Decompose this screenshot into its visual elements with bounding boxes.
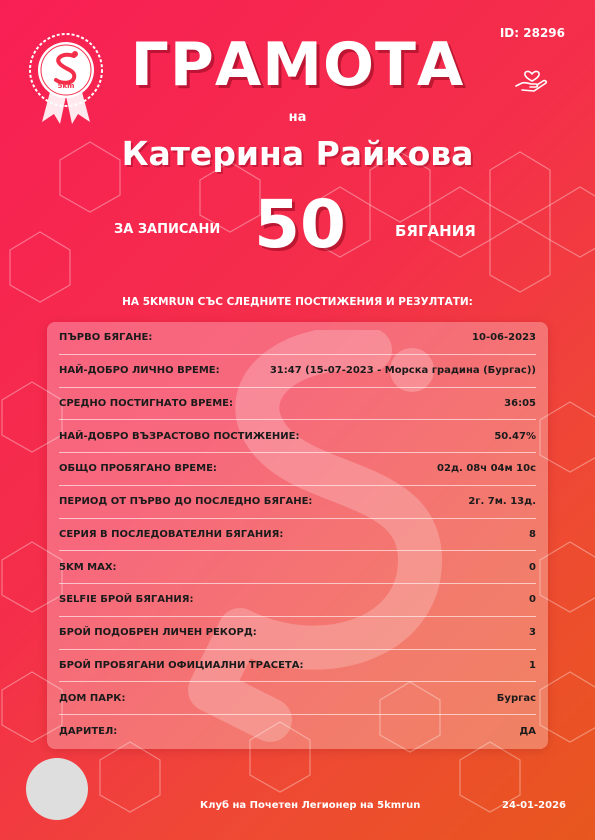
result-value: 8 [529,528,536,540]
footer-club-text: Клуб на Почетен Легионер на 5kmrun [200,800,421,811]
result-label: СРЕДНО ПОСТИГНАТО ВРЕМЕ: [59,397,234,409]
result-label: SELFIE БРОЙ БЯГАНИЯ: [59,594,194,606]
result-label: НАЙ-ДОБРО ВЪЗРАСТОВО ПОСТИЖЕНИЕ: [59,430,300,442]
result-row-pb-count [59,617,536,650]
result-row-first-run [59,322,536,355]
result-label: ОБЩО ПРОБЯГАНО ВРЕМЕ: [59,463,217,475]
result-label: БРОЙ ПОДОБРЕН ЛИЧЕН РЕКОРД: [59,627,257,639]
certificate-id: ID: 28296 [499,26,565,40]
result-label: ДОМ ПАРК: [59,692,126,704]
result-value: Бургас [496,692,536,704]
result-row-age-grade [59,420,536,453]
runs-label: БЯГАНИЯ [395,222,476,240]
certificate-title: ГРАМОТА [130,30,465,100]
result-row-selfie-runs [59,584,536,617]
result-row-official-courses [59,650,536,683]
result-row-best-time [59,355,536,388]
result-value: 10-06-2023 [472,332,536,344]
result-value: 0 [529,594,536,606]
result-row-donor [59,715,536,748]
avatar [26,758,88,820]
result-value: 3 [529,627,536,639]
result-row-home-park [59,682,536,715]
result-value: 02д. 08ч 04м 10с [437,463,536,475]
result-row-streak [59,519,536,552]
result-value: 1 [529,659,536,671]
result-value: 50.47% [494,430,536,442]
result-label: ПЕРИОД ОТ ПЪРВО ДО ПОСЛЕДНО БЯГАНЕ: [59,496,313,508]
result-value: 36:05 [504,397,536,409]
results-intro: НА 5KMRUN СЪС СЛЕДНИТЕ ПОСТИЖЕНИЯ И РЕЗУЛТАТИ: [122,296,473,308]
svg-text:ПОЧЕТЕН ЛЕГИОНЕР: ПОЧЕТЕН ЛЕГИОНЕР [39,37,93,56]
result-row-total-time [59,453,536,486]
result-row-average-time [59,388,536,421]
result-row-5km-max [59,551,536,584]
result-label: БРОЙ ПРОБЯГАНИ ОФИЦИАЛНИ ТРАСЕТА: [59,659,304,671]
result-label: 5KM MAX: [59,561,117,573]
result-label: ПЪРВО БЯГАНЕ: [59,332,153,344]
on-word: на [288,110,307,125]
result-label: ДАРИТЕЛ: [59,725,118,737]
result-value: 0 [529,561,536,573]
recipient-name: Катерина Райкова [121,134,474,173]
footer-date: 24-01-2026 [502,800,566,811]
recorded-label: ЗА ЗАПИСАНИ [114,222,221,237]
results-panel [47,322,548,749]
run-count: 50 [254,186,346,263]
result-value: 31:47 (15-07-2023 - Морска градина (Бургас)) [269,365,536,377]
svg-text:5km: 5km [57,82,75,90]
result-label: НАЙ-ДОБРО ЛИЧНО ВРЕМЕ: [59,365,220,377]
result-value: ДА [519,725,536,737]
result-label: СЕРИЯ В ПОСЛЕДОВАТЕЛНИ БЯГАНИЯ: [59,528,284,540]
result-value: 2г. 7м. 13д. [468,496,536,508]
result-row-period [59,486,536,519]
